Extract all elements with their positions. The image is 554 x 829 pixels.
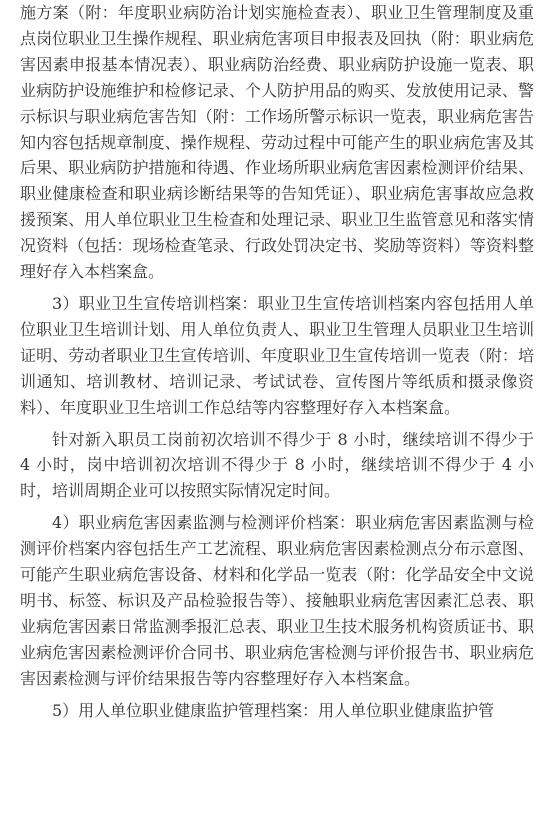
- paragraph-publicity-training-archive: 3）职业卫生宣传培训档案：职业卫生宣传培训档案内容包括用人单位职业卫生培训计划、用人单位负责人、职业卫生管理人员职业卫生培训证明、劳动者职业卫生宣传培训、年度职业卫生宣传培训一览表（附：培训通知、培训教材、培训记录、考试试卷、宣传图片等纸质和摄录像资料）、年度职业卫生培训工作总结等内容整理好存入本档案盒。: [20, 293, 534, 417]
- paragraph-hazard-monitoring-archive: 4）职业病危害因素监测与检测评价档案：职业病危害因素监测与检测评价档案内容包括生产工艺流程、职业病危害因素检测点分布示意图、可能产生职业病危害设备、材料和化学品一览表（附：化学品安全中文说明书、标签、标识及产品检验报告等）、接触职业病危害因素汇总表、职业病危害因素日常监测季报汇总表、职业卫生技术服务机构资质证书、职业病危害因素检测评价合同书、职业病危害检测与评价报告书、职业病危害因素检测与评价结果报告等内容整理好存入本档案盒。: [20, 513, 534, 688]
- paragraph-continued: 施方案（附：年度职业病防治计划实施检查表）、职业卫生管理制度及重点岗位职业卫生操作规程、职业病危害项目申报表及回执（附：职业病危害因素申报基本情况表）、职业病防治经费、职业病防护设施一览表、职业病防护设施维护和检修记录、个人防护用品的购买、发放使用记录、警示标识与职业病危害告知（附：工作场所警示标识一览表，职业病危害告知内容包括规章制度、操作规程、劳动过程中可能产生的职业病危害及其后果、职业病防护措施和待遇、作业场所职业病危害因素检测评价结果、职业健康检查和职业病诊断结果等的告知凭证）、职业病危害事故应急救援预案、用人单位职业卫生检查和处理记录、职业卫生监管意见和落实情况资料（包括：现场检查笔录、行政处罚决定书、奖励等资料）等资料整理好存入本档案盒。: [20, 3, 534, 282]
- document-body: [20, 0, 534, 723]
- paragraph-health-surveillance-archive: 5）用人单位职业健康监护管理档案：用人单位职业健康监护管: [52, 700, 495, 720]
- paragraph-training-hours: 针对新入职员工岗前初次培训不得少于 8 小时，继续培训不得少于 4 小时，岗中培训初次培训不得少于 8 小时，继续培训不得少于 4 小时，培训周期企业可以按照实际情况定时间。: [20, 429, 534, 501]
